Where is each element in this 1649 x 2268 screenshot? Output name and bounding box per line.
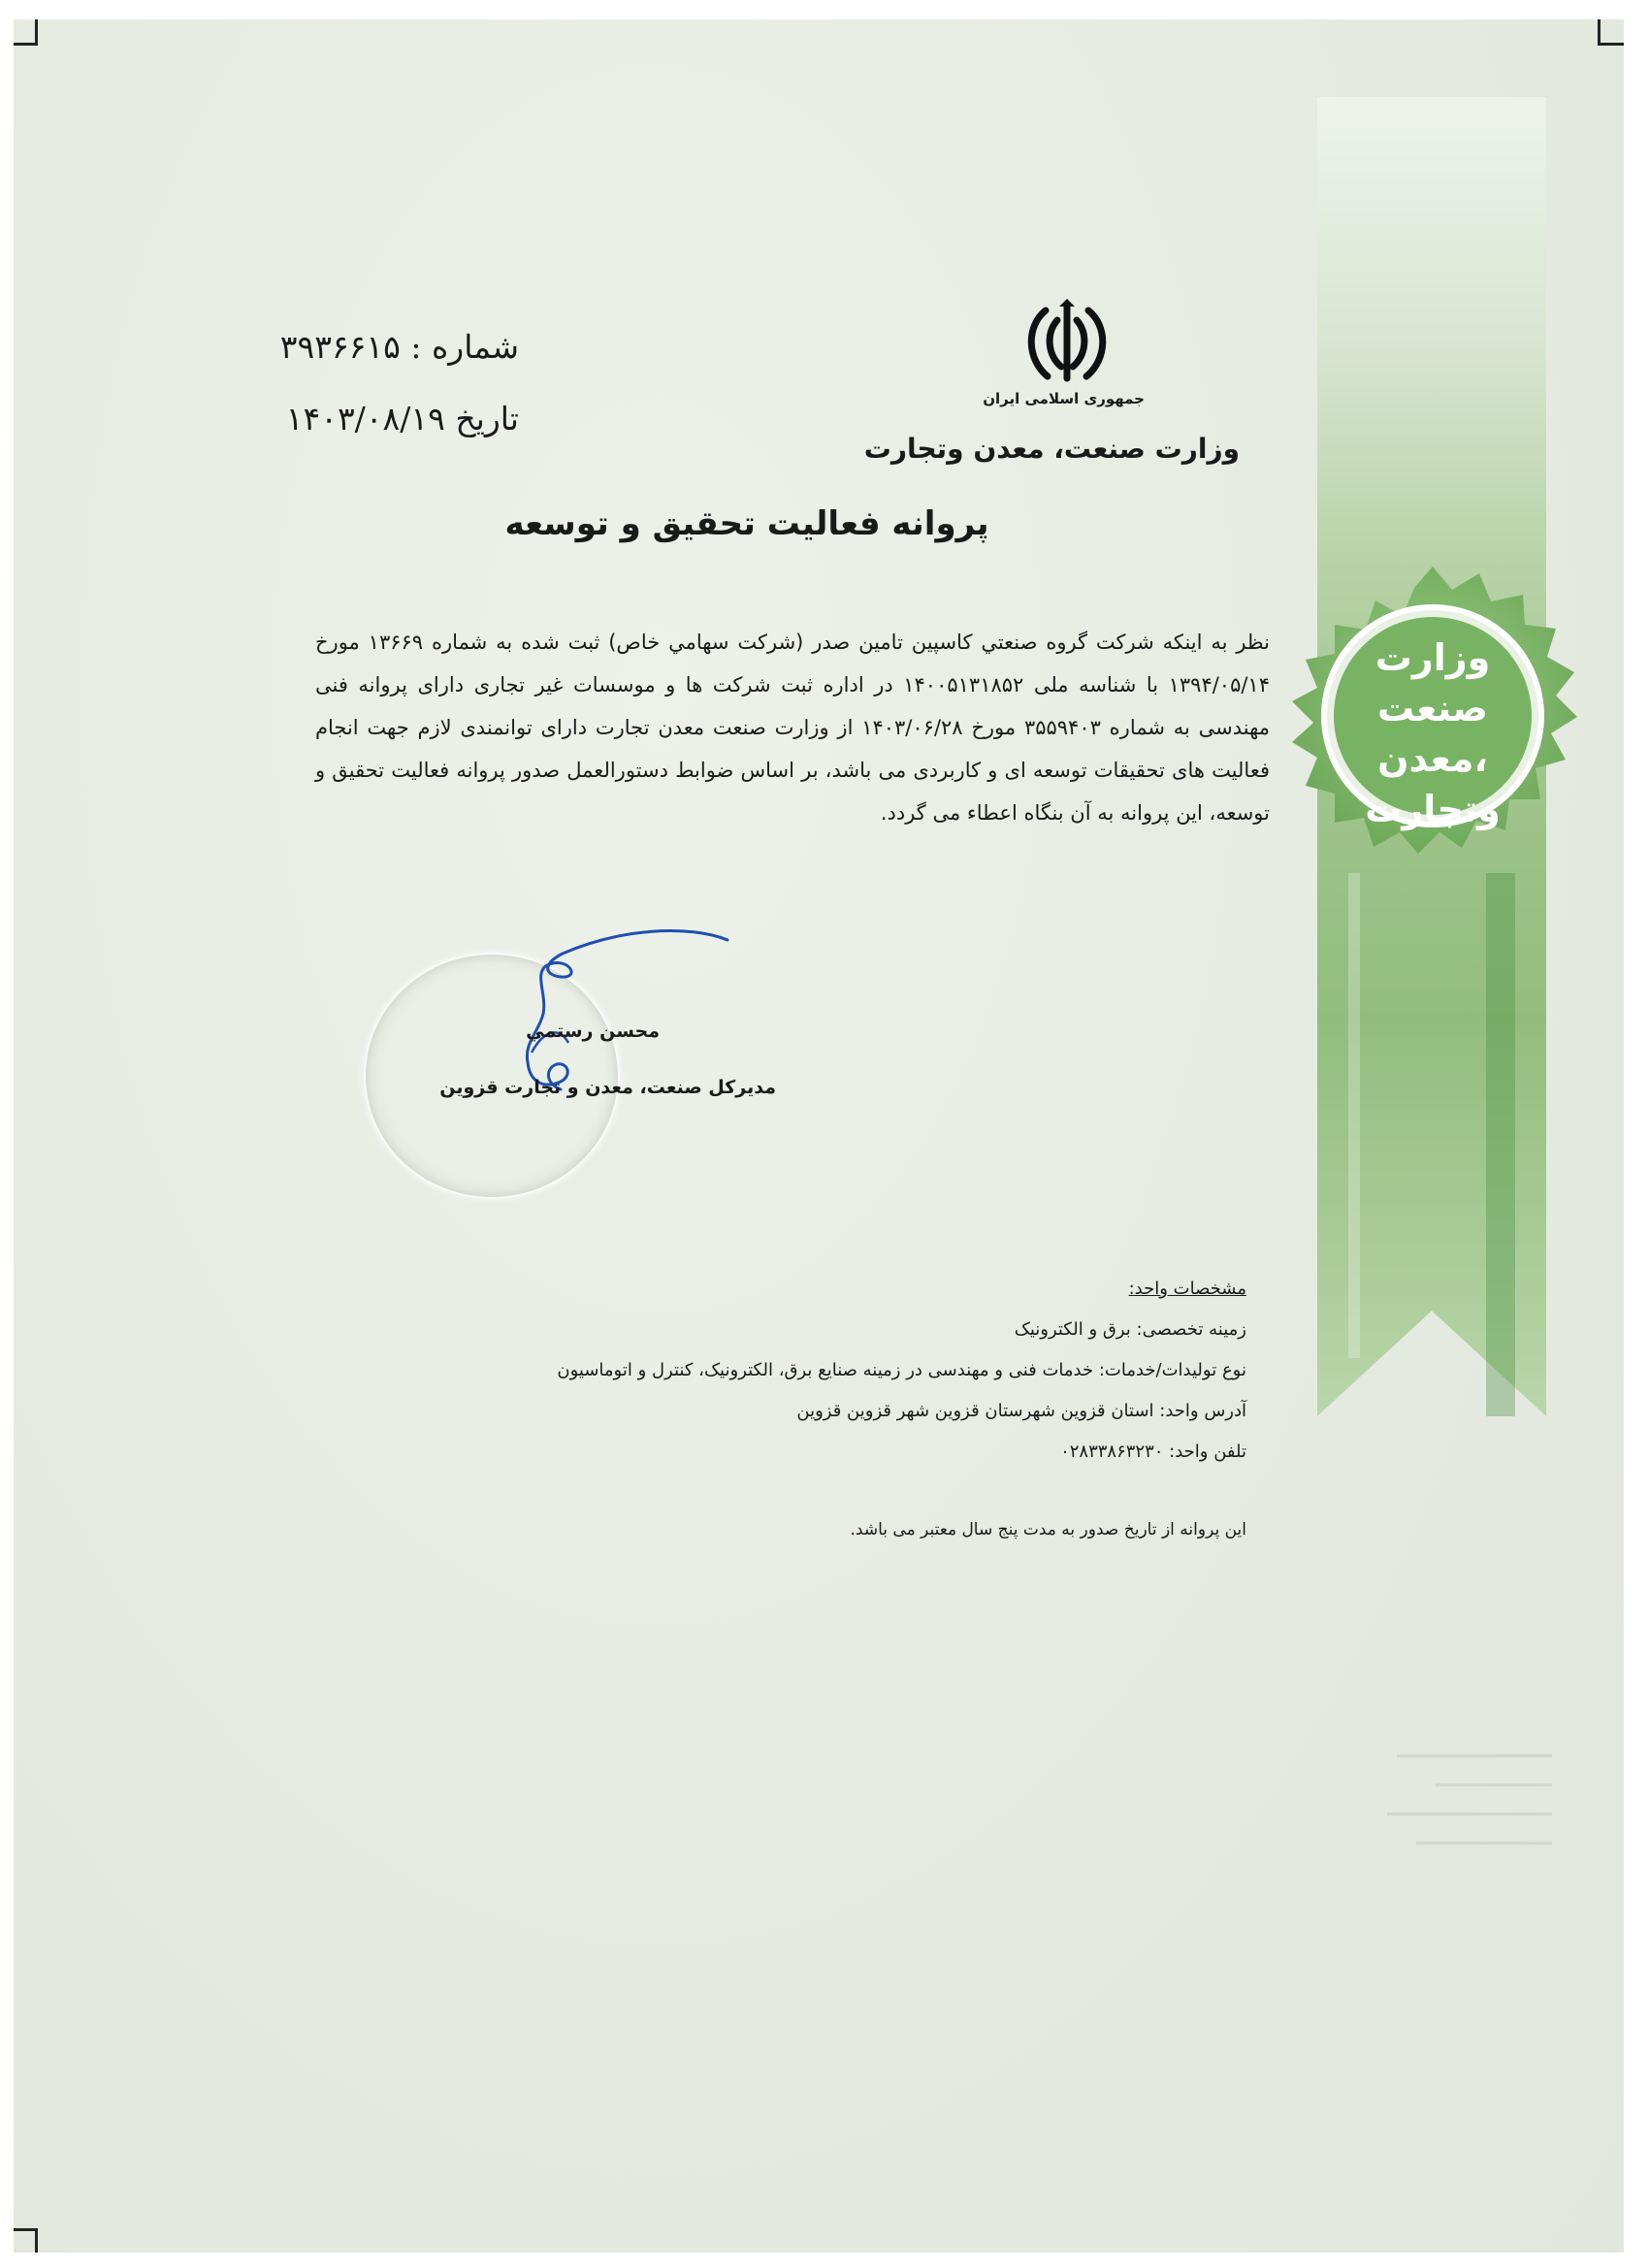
faint-show-through-marks (1377, 1736, 1571, 1930)
signer-title: مدیرکل صنعت، معدن و تجارت قزوین (439, 1077, 776, 1098)
date-value: ۱۴۰۳/۰۸/۱۹ (285, 400, 445, 437)
number-label: شماره : (410, 328, 519, 366)
specs-row: نوع تولیدات/خدمات: خدمات فنی و مهندسی در زمینه صنایع برق، الکترونیک، کنترل و اتوماسیون (557, 1360, 1246, 1380)
number-value: ۳۹۳۶۶۱۵ (279, 328, 401, 366)
seal-line: وتجارت (1365, 788, 1501, 830)
specs-row: زمینه تخصصی: برق و الکترونیک (1014, 1319, 1246, 1340)
ministry-name: وزارت صنعت، معدن وتجارت (863, 433, 1240, 465)
iran-emblem-icon (1009, 299, 1125, 386)
specs-title: مشخصات واحد: (1128, 1279, 1246, 1299)
crop-mark-top-left (14, 19, 38, 46)
crop-mark-bottom-left (14, 2228, 38, 2252)
specs-row: آدرس واحد: استان قزوین شهرستان قزوین شهر قزوین قزوین (796, 1401, 1246, 1421)
letter-date (218, 400, 519, 437)
emblem-caption: جمهوری اسلامی ایران (983, 390, 1145, 407)
crop-mark-top-right (1598, 19, 1624, 46)
document-title: پروانه فعالیت تحقیق و توسعه (504, 504, 989, 543)
letter-number (218, 328, 519, 366)
seal-line: وزارت (1374, 636, 1491, 679)
specs-row: تلفن واحد: ۰۲۸۳۳۸۶۳۲۳۰ (1060, 1442, 1246, 1462)
ribbon-shadow (1486, 873, 1515, 1416)
body-paragraph: نظر به اینکه شرکت گروه صنعتي کاسپین تامین صدر (شرکت سهامي خاص) ثبت شده به شماره ۱۳۶۶۹ مورخ ۱۳۹۴/۰۵/۱۴ با شناسه ملی ۱۴۰۰۵۱۳۱۸۵۲ در اداره ثبت شرکت ها و موسسات غیر تجاری دارای پروانه فنی مهندسی به شماره ۳۵۵۹۴۰۳ مورخ ۱۴۰۳/۰۶/۲۸ از وزارت صنعت معدن تجارت دارای توانمندی لازم جهت انجام فعالیت های تحقیقات توسعه ای و کاربردی می باشد، بر اساس ضوابط دستورالعمل صدور پروانه فعالیت تحقیق و توسعه، این پروانه به آن بنگاه اعطاء می گردد. (315, 631, 1271, 825)
signer-name: محسن رستمي (526, 1021, 660, 1042)
ribbon-highlight (1348, 873, 1360, 1358)
validity-note: این پروانه از تاریخ صدور به مدت پنج سال معتبر می باشد. (850, 1520, 1246, 1539)
seal-line: صنعت ،معدن (1377, 687, 1488, 780)
date-label: تاریخ (455, 400, 519, 437)
seal-text (1325, 632, 1540, 830)
